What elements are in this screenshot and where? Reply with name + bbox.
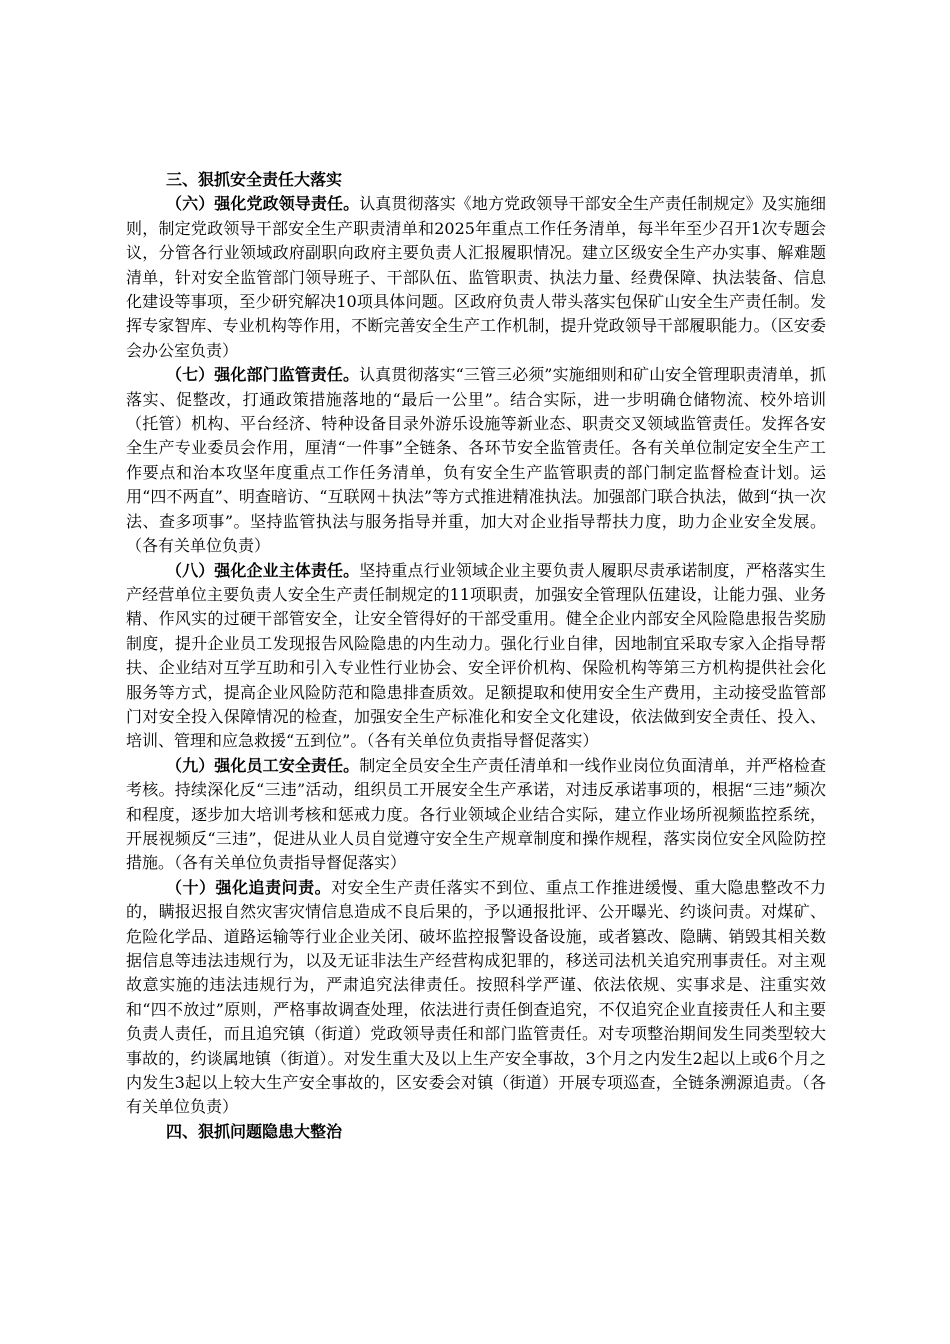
paragraph-9 [126,754,826,876]
paragraph-8 [126,559,826,754]
paragraph-8-body: 坚持重点行业领域企业主要负责人履职尽责承诺制度，严格落实生产经营单位主要负责人安全生产责任制规定的11项职责，加强安全管理队伍建设，让能力强、业务精、作风实的过硬干部管安全，让安全管得好的干部受重用。健全企业内部安全风险隐患报告奖励制度，提升企业员工发现报告风险隐患的内生动力。强化行业自律，因地制宜采取专家入企指导帮扶、企业结对互学互助和引入专业性行业协会、安全评价机构、保险机构等第三方机构提供社会化服务等方式，提高企业风险防范和隐患排查质效。足额提取和使用安全生产费用，主动接受监管部门对安全投入保障情况的检查，加强安全生产标准化和安全文化建设，依法做到安全责任、投入、培训、管理和应急救援“五到位”。（各有关单位负责指导督促落实） [126,560,826,751]
paragraph-6 [126,192,826,363]
paragraph-9-lead: （九）强化员工安全责任。 [166,755,360,775]
section-heading-4: 四、狠抓问题隐患大整治 [166,1121,343,1141]
paragraph-6-lead: （六）强化党政领导责任。 [166,194,360,214]
paragraph-8-lead: （八）强化企业主体责任。 [166,560,360,580]
paragraph-6-body: 认真贯彻落实《地方党政领导干部安全生产责任制规定》及实施细则，制定党政领导干部安全生产职责清单和2025年重点工作任务清单，每半年至少召开1次专题会议，分管各行业领域政府副职向政府主要负责人汇报履职情况。建立区级安全生产办实事、解难题清单，针对安全监管部门领导班子、干部队伍、监管职责、执法力量、经费保障、执法装备、信息化建设等事项，至少研究解决10项具体问题。区政府负责人带头落实包保矿山安全生产责任制。发挥专家智库、专业机构等作用，不断完善安全生产工作机制，提升党政领导干部履职能力。（区安委会办公室负责） [126,194,826,360]
paragraph-7-body: 认真贯彻落实“三管三必须”实施细则和矿山安全管理职责清单，抓落实、促整改，打通政策措施落地的“最后一公里”。结合实际，进一步明确仓储物流、校外培训（托管）机构、平台经济、特种设备目录外游乐设施等新业态、职责交叉领域监管责任。发挥各安全生产专业委员会作用，厘清“一件事”全链条、各环节安全监管责任。各有关单位制定安全生产工作要点和治本攻坚年度重点工作任务清单，负有安全生产监管职责的部门制定监督检查计划。运用“四不两直”、明查暗访、“互联网＋执法”等方式推进精准执法。加强部门联合执法，做到“执一次法、查多项事”。坚持监管执法与服务指导并重，加大对企业指导帮扶力度，助力企业安全发展。（各有关单位负责） [126,365,826,556]
paragraph-10 [126,876,826,1120]
paragraph-9-body: 制定全员安全生产责任清单和一线作业岗位负面清单，并严格检查考核。持续深化反“三违”活动，组织员工开展安全生产承诺，对违反承诺事项的，根据“三违”频次和程度，逐步加大培训考核和惩戒力度。各行业领域企业结合实际，建立作业场所视频监控系统，开展视频反“三违”，促进从业人员自觉遵守安全生产规章制度和操作规程，落实岗位安全风险防控措施。（各有关单位负责指导督促落实） [126,755,826,873]
section-heading-3: 三、狠抓安全责任大落实 [166,170,343,189]
paragraph-10-body: 对安全生产责任落实不到位、重点工作推进缓慢、重大隐患整改不力的，瞒报迟报自然灾害灾情信息造成不良后果的，予以通报批评、公开曝光、约谈问责。对煤矿、危险化学品、道路运输等行业企业关闭、破坏监控报警设备设施，或者篡改、隐瞒、销毁其相关数据信息等违法违规行为，以及无证非法生产经营构成犯罪的，移送司法机关追究刑事责任。对主观故意实施的违法违规行为，严肃追究法律责任。按照科学严谨、依法依规、实事求是、注重实效和“四不放过”原则，严格事故调查处理，依法进行责任倒查追究，不仅追究企业直接责任人和主要负责人责任，而且追究镇（街道）党政领导责任和部门监管责任。对专项整治期间发生同类型较大事故的，约谈属地镇（街道）。对发生重大及以上生产安全事故，3个月之内发生2起以上或6个月之内发生3起以上较大生产安全事故的，区安委会对镇（街道）开展专项巡查，全链条溯源追责。（各有关单位负责） [126,877,826,1117]
paragraph-7-lead: （七）强化部门监管责任。 [166,365,360,385]
paragraph-7 [126,363,826,558]
paragraph-10-lead: （十）强化追责问责。 [166,877,332,897]
document-page [126,168,826,1144]
